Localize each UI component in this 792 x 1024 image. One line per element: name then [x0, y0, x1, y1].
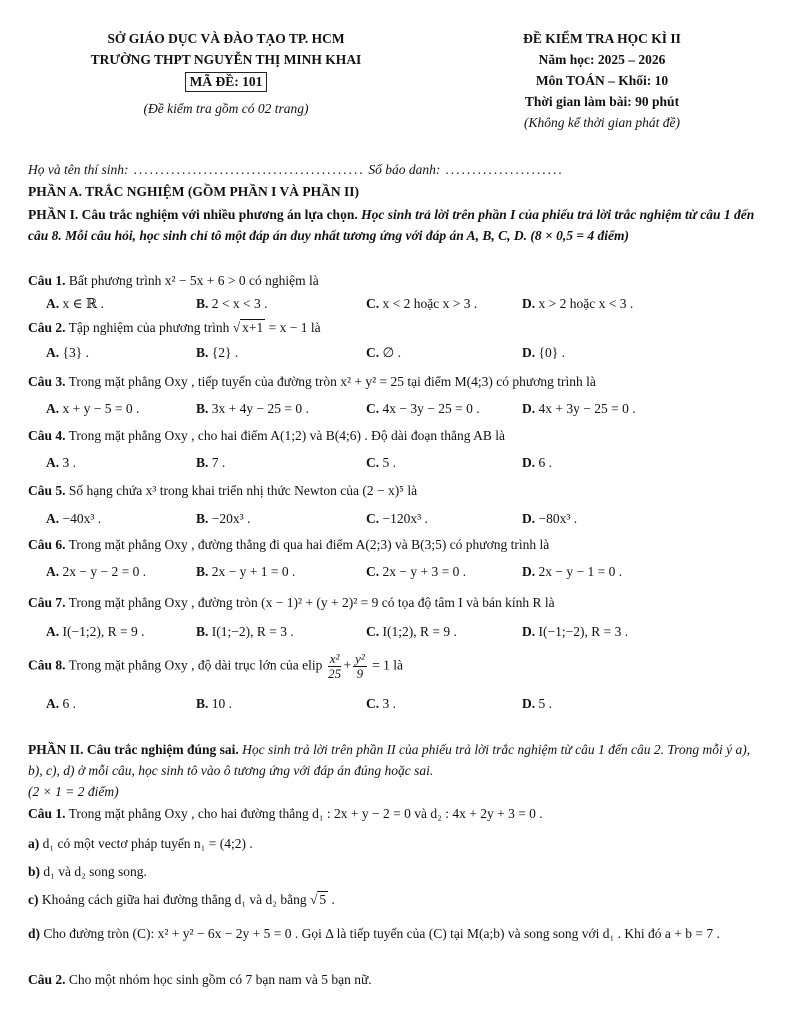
q2-option-d: D. {0} . [522, 345, 565, 360]
student-id-label: Số báo danh: [368, 162, 441, 177]
q3-option-d: D. 4x + 3y − 25 = 0 . [522, 401, 636, 416]
statement-a: a) d₁ có một vectơ pháp tuyến n₁ = (4;2) . [28, 836, 253, 851]
question-6 [28, 537, 549, 553]
q7-option-b: B. I(1;−2), R = 3 . [196, 624, 294, 639]
question-stem: Cho một nhóm học sinh gồm có 7 bạn nam và 5 bạn nữ. [68, 972, 372, 987]
question-label: Câu 5. [28, 483, 66, 498]
q7-option-c: C. I(1;2), R = 9 . [366, 624, 457, 639]
q6-option-b: B. 2x − y + 1 = 0 . [196, 564, 296, 579]
part1-intro [28, 204, 768, 246]
question-label: Câu 1. [28, 273, 66, 288]
q4-option-a: A. 3 . [46, 455, 76, 470]
question-stem: Trong mặt phẳng Oxy , đường tròn (x − 1)² + (y + 2)² = 9 có tọa độ tâm I và bán kính R là [68, 595, 555, 610]
header-right [430, 28, 774, 133]
question-2: Câu 2. Tập nghiệm của phương trình √ x+1 = x − 1 là [28, 320, 321, 335]
q7-option-a: A. I(−1;2), R = 9 . [46, 624, 145, 639]
question-stem: Trong mặt phẳng Oxy , độ dài trục lớn của elip [68, 657, 323, 673]
student-info-line: Họ và tên thí sinh: ........................................... Số báo danh: ...................... [28, 162, 564, 177]
sqrt-expression: √ x+1 [232, 320, 264, 335]
q8-option-c: C. 3 . [366, 696, 396, 711]
question-stem: Trong mặt phẳng Oxy , tiếp tuyến của đường tròn x² + y² = 25 tại điểm M(4;3) có phương trình là [68, 374, 596, 389]
q5-option-c: C. −120x³ . [366, 511, 428, 526]
question-label: Câu 3. [28, 374, 66, 389]
question-8: Câu 8. Trong mặt phẳng Oxy , độ dài trục lớn của elip $\frac{\text{x²}}{25}$ + $\frac{\text{y²}}{9}$ = 1 là [28, 651, 403, 681]
school-year: Năm học: 2025 – 2026 [538, 52, 666, 67]
department-name: SỞ GIÁO DỤC VÀ ĐÀO TẠO TP. HCM [107, 31, 345, 46]
part2-title: PHẦN II. Câu trắc nghiệm đúng sai. [28, 742, 239, 757]
q2-option-b: B. {2} . [196, 345, 239, 360]
question-label: Câu 4. [28, 428, 66, 443]
q2-option-a: A. {3} . [46, 345, 89, 360]
statement-b: b) d₁ và d₂ song song. [28, 864, 147, 879]
time-note: (Không kể thời gian phát đề) [523, 115, 681, 130]
q3-option-b: B. 3x + 4y − 25 = 0 . [196, 401, 309, 416]
student-name-label: Họ và tên thí sinh: [28, 162, 129, 177]
statement-d: d) Cho đường tròn (C): x² + y² − 6x − 2y + 5 = 0 . Gọi Δ là tiếp tuyến của (C) tại M(a;b) và song song với d₁ . Khi đó a + b = 7 . [28, 926, 720, 941]
question-label: Câu 7. [28, 595, 66, 610]
q3-option-a: A. x + y − 5 = 0 . [46, 401, 140, 416]
exam-code: MÃ ĐỀ: 101 [185, 72, 268, 92]
sqrt-expression: √ 5 . [310, 892, 335, 907]
q5-option-d: D. −80x³ . [522, 511, 578, 526]
question-stem: Trong mặt phẳng Oxy , cho hai đường thẳng d₁ : 2x + y − 2 = 0 và d₂ : 4x + 2y + 3 = 0 . [68, 806, 543, 821]
question-stem: Trong mặt phẳng Oxy , đường thẳng đi qua hai điểm A(2;3) và B(3;5) có phương trình là [68, 537, 550, 552]
question-label: Câu 6. [28, 537, 66, 552]
exam-title: ĐỀ KIỂM TRA HỌC KÌ II [523, 31, 681, 46]
q7-option-d: D. I(−1;−2), R = 3 . [522, 624, 629, 639]
q3-option-c: C. 4x − 3y − 25 = 0 . [366, 401, 480, 416]
part2-points: (2 × 1 = 2 điểm) [28, 784, 119, 799]
statement-c: c) Khoảng cách giữa hai đường thẳng d₁ và d₂ bằng √ 5 . [28, 892, 335, 907]
question-label: Câu 2. [28, 320, 66, 335]
q1-option-a: A. x ∈ ℝ . [46, 296, 104, 311]
question-7 [28, 595, 555, 611]
part2-question-1: Câu 1. Trong mặt phẳng Oxy , cho hai đường thẳng d₁ : 2x + y − 2 = 0 và d₂ : 4x + 2y + 3 = 0 . [28, 806, 543, 821]
part2-question-2: Câu 2. Cho một nhóm học sinh gồm có 7 bạn nam và 5 bạn nữ. [28, 972, 372, 987]
q2-option-c: C. ∅ . [366, 345, 402, 360]
part2-intro [28, 739, 768, 781]
question-1 [28, 273, 319, 289]
question-stem: Bất phương trình x² − 5x + 6 > 0 có nghiệm là [68, 273, 319, 288]
question-5 [28, 483, 417, 499]
pages-note: (Đề kiểm tra gồm có 02 trang) [143, 101, 309, 116]
exam-duration: Thời gian làm bài: 90 phút [524, 94, 680, 109]
question-stem: Trong mặt phẳng Oxy , cho hai điểm A(1;2) và B(4;6) . Độ dài đoạn thẳng AB là [68, 428, 505, 443]
subject-grade: Môn TOÁN – Khối: 10 [535, 73, 669, 88]
school-name: TRƯỜNG THPT NGUYỄN THỊ MINH KHAI [90, 52, 362, 67]
ellipse-fraction-x: $\frac{\text{x²}}{25}$ [328, 651, 342, 681]
q1-option-c: C. x < 2 hoặc x > 3 . [366, 296, 478, 311]
q4-option-b: B. 7 . [196, 455, 226, 470]
q1-option-b: B. 2 < x < 3 . [196, 296, 268, 311]
ellipse-fraction-y: $\frac{\text{y²}}{9}$ [355, 651, 365, 681]
q6-option-a: A. 2x − y − 2 = 0 . [46, 564, 147, 579]
q6-option-c: C. 2x − y + 3 = 0 . [366, 564, 467, 579]
q4-option-c: C. 5 . [366, 455, 396, 470]
q8-option-a: A. 6 . [46, 696, 76, 711]
q5-option-a: A. −40x³ . [46, 511, 102, 526]
part1-instruction: Học sinh trả lời trên phần I của phiếu trả lời trắc nghiệm từ câu 1 đến câu 8. Mỗi câu hỏi, học sinh chỉ tô một đáp án duy nhất tương ứng với đáp án A, B, C, D. (8 × 0,5 = 4 điểm) [28, 207, 755, 243]
part-a-heading: PHẦN A. TRẮC NGHIỆM (GỒM PHẦN I VÀ PHẦN II) [28, 184, 360, 199]
question-4 [28, 428, 505, 444]
question-label: Câu 8. [28, 657, 66, 673]
part2-instruction: Học sinh trả lời trên phần II của phiếu trả lời trắc nghiệm từ câu 1 đến câu 2. Trong mỗi ý a), b), c), d) ở mỗi câu, học sinh tô vào ô tương ứng với đáp án đúng hoặc sai. [28, 742, 751, 778]
part1-title: PHẦN I. Câu trắc nghiệm với nhiều phương án lựa chọn. [28, 207, 358, 222]
question-stem: Tập nghiệm của phương trình [68, 320, 230, 335]
header-left [30, 28, 422, 117]
question-3 [28, 374, 596, 390]
question-stem: Số hạng chứa x³ trong khai triển nhị thức Newton của (2 − x)⁵ là [68, 483, 418, 498]
q8-option-d: D. 5 . [522, 696, 552, 711]
q1-option-d: D. x > 2 hoặc x < 3 . [522, 296, 634, 311]
q6-option-d: D. 2x − y − 1 = 0 . [522, 564, 623, 579]
q4-option-d: D. 6 . [522, 455, 552, 470]
q5-option-b: B. −20x³ . [196, 511, 251, 526]
q8-option-b: B. 10 . [196, 696, 233, 711]
